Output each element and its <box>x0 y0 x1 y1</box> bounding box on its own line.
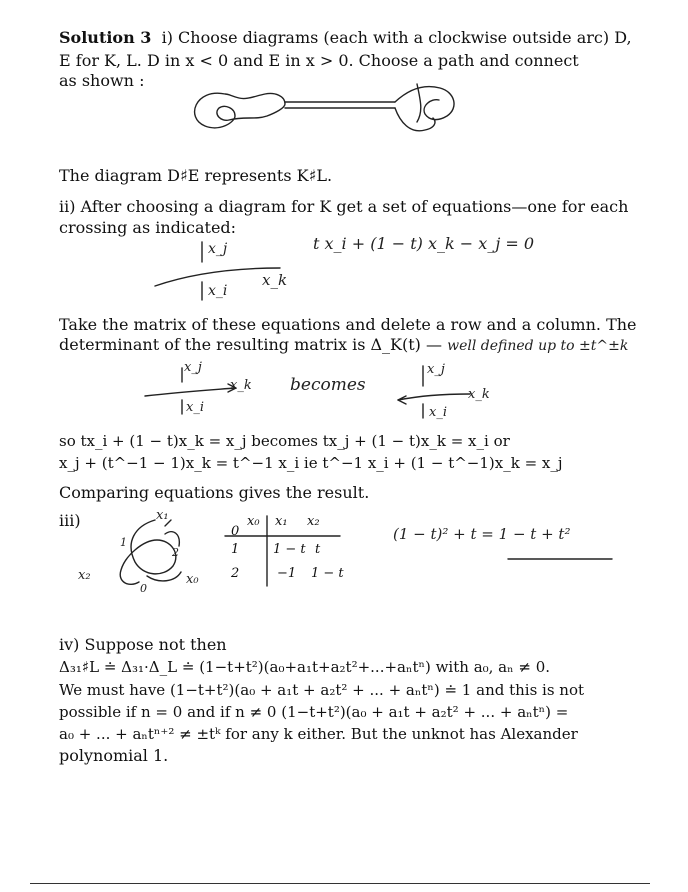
knot-label-x2: x₂ <box>78 568 91 583</box>
coefficient-table <box>225 512 345 590</box>
part2-line2: crossing as indicated: <box>59 218 237 237</box>
result-underline <box>506 556 616 562</box>
table-row-1-c2: t <box>315 542 321 557</box>
right-overstrand <box>398 394 470 400</box>
part4-line1: iv) Suppose not then <box>59 635 227 654</box>
connected-sum-sketch <box>185 78 465 148</box>
becomes-left-xj: x_j <box>184 360 202 375</box>
table-row-0-label: 0 <box>231 524 240 539</box>
part1-line3: as shown : <box>59 71 145 90</box>
becomes-word: becomes <box>290 375 366 395</box>
becomes-left-xk: x_k <box>230 378 252 393</box>
table-row-2-c1: −1 <box>277 566 297 581</box>
so-line2: x_j + (t^−1 − 1)x_k = t^−1 x_i ie t^−1 x_i + (1 − t^−1)x_k = x_j <box>59 454 563 472</box>
becomes-right-xk: x_k <box>468 387 490 402</box>
table-head-x1: x₁ <box>275 514 288 529</box>
solution-heading: Solution 3 <box>59 28 152 47</box>
left-overstrand <box>145 388 235 396</box>
table-row-2-c2: 1 − t <box>311 566 344 581</box>
becomes-left-xi: x_i <box>186 400 204 415</box>
handwritten-note: well defined up to ±t^±k <box>447 338 629 354</box>
part3-label: iii) <box>59 511 81 530</box>
part4-line2: Δ₃₁♯L ≐ Δ₃₁·Δ_L ≐ (1−t+t²)(a₀+a₁t+a₂t²+...+aₙtⁿ) with a₀, aₙ ≠ 0. <box>59 658 551 676</box>
part4-line5: a₀ + ... + aₙtⁿ⁺² ≠ ±tᵏ for any k either. But the unknot has Alexander <box>59 725 578 743</box>
becomes-right-xj: x_j <box>427 362 445 377</box>
table-head-x0: x₀ <box>247 514 260 529</box>
part1-line1: i) Choose diagrams (each with a clockwise outside arc) D, <box>161 28 632 47</box>
crossing-equation: t x_i + (1 − t) x_k − x_j = 0 <box>313 234 535 253</box>
diagram-sentence: The diagram D♯E represents K♯L. <box>59 166 333 185</box>
table-row-2-label: 2 <box>231 566 240 581</box>
knot-label-x0: x₀ <box>186 572 199 587</box>
part4-line6: polynomial 1. <box>59 746 169 765</box>
part2-line1: ii) After choosing a diagram for K get a set of equations—one for each <box>59 197 629 216</box>
part4-line3: We must have (1−t+t²)(a₀ + a₁t + a₂t² + ... + aₙtⁿ) ≐ 1 and this is not <box>59 681 585 699</box>
becomes-right-xi: x_i <box>429 405 447 420</box>
table-row-1-label: 1 <box>231 542 240 557</box>
part4-line4: possible if n = 0 and if n ≠ 0 (1−t+t²)(a₀ + a₁t + a₂t² + ... + aₙtⁿ) = <box>59 703 569 721</box>
table-head-x2: x₂ <box>307 514 320 529</box>
matrix-line2 <box>59 335 628 356</box>
matrix-line1: Take the matrix of these equations and delete a row and a column. The <box>59 315 637 334</box>
crossing-label-xi: x_i <box>208 283 228 299</box>
comparing-line: Comparing equations gives the result. <box>59 483 370 502</box>
knot-d-loop <box>195 93 285 128</box>
knot-region-0: 0 <box>140 582 147 595</box>
knot-label-x1: x₁ <box>156 508 169 523</box>
crossing-label-xk: x_k <box>262 271 288 289</box>
so-line1: so tx_i + (1 − t)x_k = x_j becomes tx_j + (1 − t)x_k = x_i or <box>59 432 510 450</box>
knot-region-2: 2 <box>172 546 179 559</box>
crossing-label-xj: x_j <box>208 241 228 257</box>
part1-line2: E for K, L. D in x < 0 and E in x > 0. Choose a path and connect <box>59 51 579 70</box>
page-bottom-rule <box>30 883 650 884</box>
solution-line-1 <box>59 28 632 48</box>
matrix-line2-text: determinant of the resulting matrix is Δ_K(t) — <box>59 335 443 354</box>
knot-e-loop <box>395 84 454 131</box>
table-row-1-c1: 1 − t <box>273 542 306 557</box>
knot-region-1: 1 <box>120 536 127 549</box>
trefoil-result: (1 − t)² + t = 1 − t + t² <box>393 525 571 543</box>
